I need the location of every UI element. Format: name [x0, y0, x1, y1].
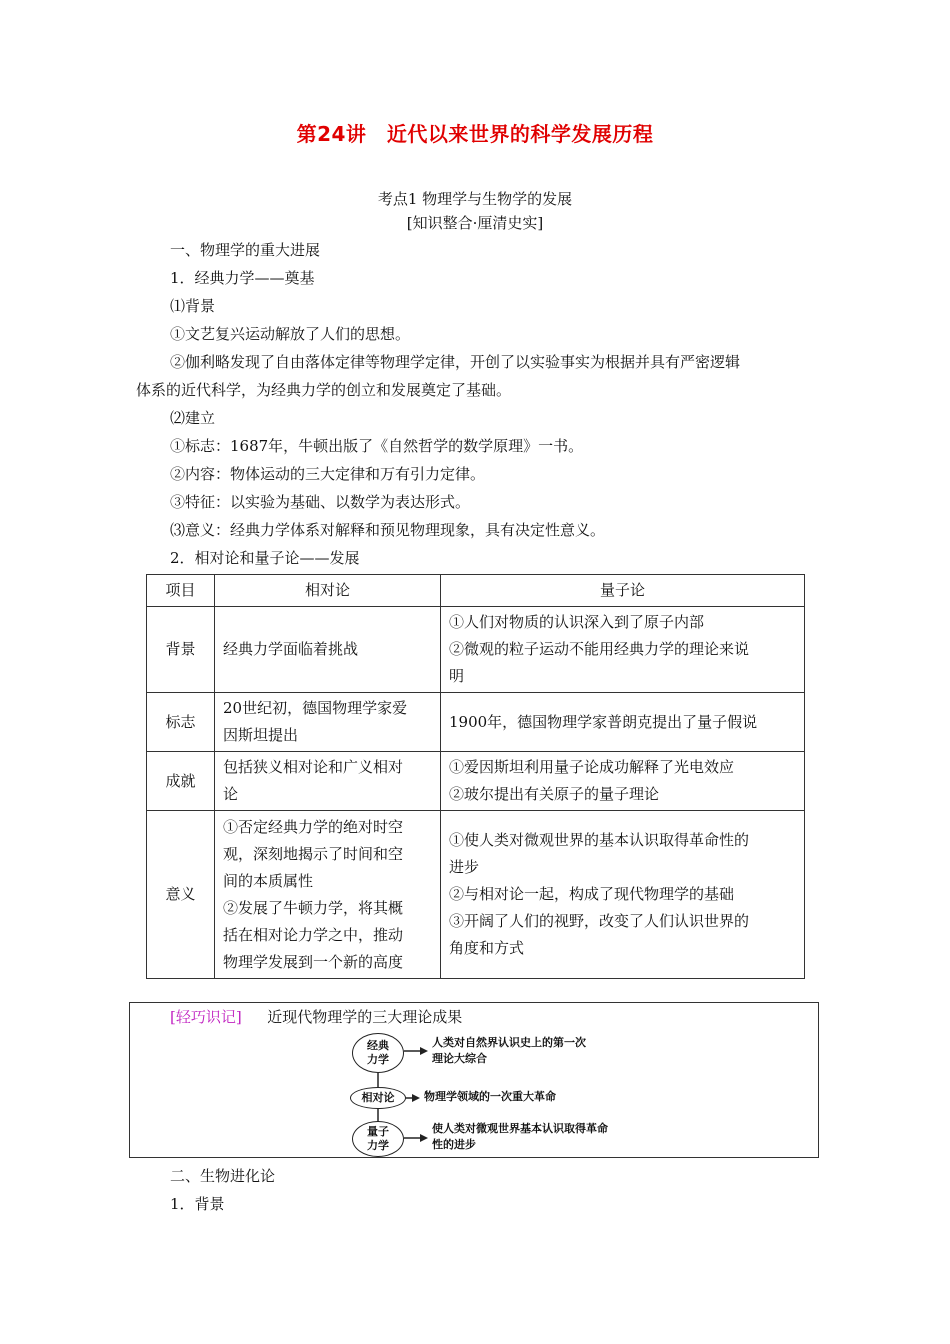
relativity-cell [215, 752, 441, 811]
quantum-cell [441, 607, 805, 693]
memo-box [129, 1002, 819, 1158]
row-label: 背景 [147, 607, 215, 693]
item-establishment: ⑵建立 [170, 409, 216, 427]
cell-line: ②发展了牛顿力学，将其概 [223, 898, 404, 917]
cell-line: ②与相对论一起，构成了现代物理学的基础 [449, 885, 735, 903]
cell-line: ①使人类对微观世界的基本认识取得革命性的 [449, 831, 750, 849]
paragraph-line: ①标志：1687年，牛顿出版了《自然哲学的数学原理》一书。 [170, 437, 584, 455]
table-header: 项目 [147, 575, 215, 607]
table-header-row [147, 575, 805, 607]
relativity-cell [215, 693, 441, 752]
section-heading: 考点1 物理学与生物学的发展 [377, 190, 573, 208]
paragraph-line: ①文艺复兴运动解放了人们的思想。 [170, 325, 411, 343]
cell-line: 观，深刻地揭示了时间和空 [223, 844, 404, 863]
node-description: 使人类对微观世界基本认识取得革命 性的进步 [432, 1122, 608, 1151]
cell-line: 括在相对论力学之中，推动 [223, 925, 404, 944]
cell-line: ①人们对物质的认识深入到了原子内部 [449, 613, 705, 631]
cell-line: ③开阔了人们的视野，改变了人们认识世界的 [449, 912, 750, 930]
table-row [147, 811, 805, 979]
cell-line: 经典力学面临着挑战 [223, 640, 359, 658]
paragraph-line: 体系的近代科学，为经典力学的创立和发展奠定了基础。 [136, 381, 512, 399]
node-relativity: 相对论 [350, 1087, 406, 1109]
arrow-head-icon [420, 1047, 428, 1055]
subheading-background: 1．背景 [170, 1195, 225, 1213]
node-description: 人类对自然界认识史上的第一次 理论大综合 [432, 1036, 586, 1065]
section-tag: [知识整合·厘清史实] [406, 214, 544, 232]
paragraph-line: ②内容：物体运动的三大定律和万有引力定律。 [170, 465, 486, 483]
node-quantum-mechanics: 量子 力学 [352, 1121, 404, 1157]
cell-line: 1900年，德国物理学家普朗克提出了量子假说 [449, 712, 758, 731]
paragraph-line: ②伽利略发现了自由落体定律等物理学定律，开创了以实验事实为根据并具有严密逻辑 [170, 353, 741, 371]
cell-line: 进步 [449, 858, 480, 876]
cell-line: 20世纪初，德国物理学家爱 [223, 699, 408, 717]
comparison-table [146, 574, 805, 979]
table-header: 量子论 [441, 575, 805, 607]
cell-line: 角度和方式 [449, 939, 525, 957]
table-header: 相对论 [215, 575, 441, 607]
item-background: ⑴背景 [170, 297, 216, 315]
page-title: 第24讲 近代以来世界的科学发展历程 [296, 122, 654, 146]
quantum-cell [441, 811, 805, 979]
table-row [147, 607, 805, 693]
cell-line: 明 [449, 667, 465, 685]
node-description: 物理学领域的一次重大革命 [424, 1090, 556, 1103]
cell-line: 因斯坦提出 [223, 726, 299, 744]
row-label: 意义 [147, 811, 215, 979]
table-row [147, 693, 805, 752]
paragraph-line: ⑶意义：经典力学体系对解释和预见物理现象，具有决定性意义。 [170, 521, 606, 539]
memo-heading: 近现代物理学的三大理论成果 [267, 1008, 463, 1026]
heading-physics: 一、物理学的重大进展 [170, 241, 321, 259]
cell-line: ②玻尔提出有关原子的量子理论 [449, 785, 660, 803]
paragraph-line: ③特征：以实验为基础、以数学为表达形式。 [170, 493, 471, 511]
subheading-relativity-quantum: 2．相对论和量子论——发展 [170, 549, 360, 567]
cell-line: 论 [223, 785, 239, 803]
table-row [147, 752, 805, 811]
quantum-cell [441, 752, 805, 811]
relativity-cell [215, 811, 441, 979]
row-label: 成就 [147, 752, 215, 811]
cell-line: 物理学发展到一个新的高度 [223, 952, 404, 971]
node-classical-mechanics: 经典 力学 [352, 1033, 404, 1073]
cell-line: 包括狭义相对论和广义相对 [223, 758, 404, 776]
relativity-cell [215, 607, 441, 693]
arrow-head-icon [420, 1134, 428, 1142]
heading-evolution: 二、生物进化论 [170, 1167, 276, 1185]
cell-line: 间的本质属性 [223, 871, 314, 890]
memo-tag: [轻巧识记] [170, 1008, 242, 1026]
quantum-cell [441, 693, 805, 752]
row-label: 标志 [147, 693, 215, 752]
cell-line: ①爱因斯坦利用量子论成功解释了光电效应 [449, 758, 735, 776]
cell-line: ①否定经典力学的绝对时空 [223, 817, 404, 836]
arrow-head-icon [412, 1094, 420, 1102]
subheading-classical-mechanics: 1．经典力学——奠基 [170, 269, 315, 287]
cell-line: ②微观的粒子运动不能用经典力学的理论来说 [449, 640, 750, 658]
